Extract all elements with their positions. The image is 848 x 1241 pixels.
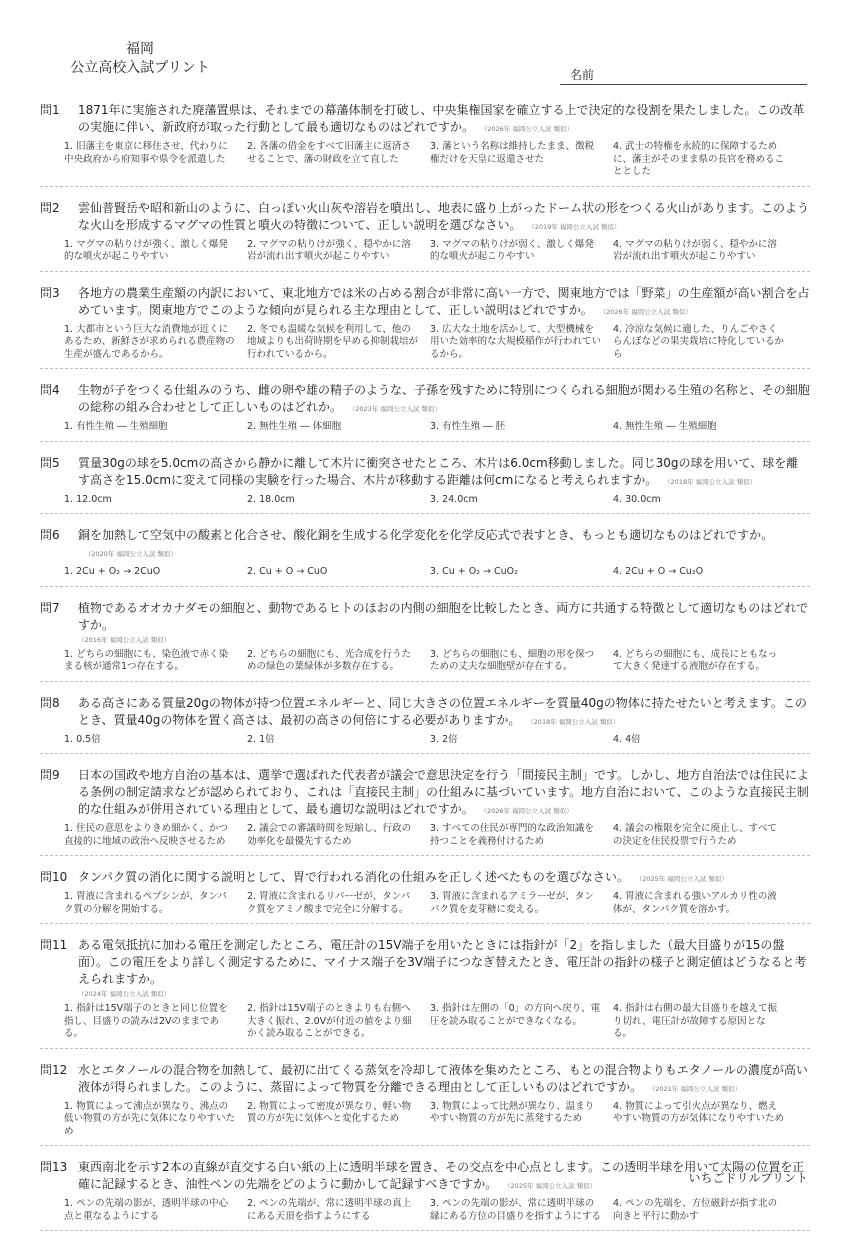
- question-text: 東西南北を示す2本の直線が直交する白い紙の上に透明半球を置き、その交点を中心点とします。この透明半球を用いて太陽の位置を正確に記録するとき、油性ペンの先端をどのように動かして記録すべきですか。: [78, 1160, 805, 1191]
- answer-options: [64, 649, 810, 674]
- question-number: 問7: [40, 600, 60, 615]
- answer-option-3[interactable]: 3. 藩という名称は維持したまま、徴税権だけを天皇に返還させた: [430, 141, 595, 165]
- answer-option-1[interactable]: 1. 12.0cm: [64, 493, 112, 505]
- answer-option-4[interactable]: 4. 2Cu + O → Cu₂O: [613, 566, 704, 577]
- answer-option-1[interactable]: 1. 胃液に含まれるペプシンが、タンパク質の分解を開始する。: [64, 891, 227, 915]
- answer-option-2[interactable]: 2. 1倍: [247, 733, 275, 745]
- question-source: （2018年 福岡公立入試 類似）: [667, 477, 757, 486]
- question-source: （2023年 福岡公立入試 類似）: [352, 405, 441, 413]
- answer-option-1[interactable]: 1. 有性生殖 ― 生殖細胞: [64, 421, 168, 432]
- header-subtitle: 公立高校入試プリント: [70, 60, 210, 76]
- question-source: （2026年 福岡公立入試 類似）: [602, 307, 692, 316]
- question-11: [40, 934, 810, 1049]
- answer-option-3[interactable]: 3. すべての住民が専門的な政治知識を持つことを義務付けるため: [430, 823, 594, 847]
- answer-option-4[interactable]: 4. 4倍: [613, 733, 641, 745]
- answer-option-3[interactable]: 3. ペンの先端の影が、常に透明半球の縁にある方位の目盛りを指すようにする: [430, 1198, 602, 1222]
- answer-option-1[interactable]: 1. 指針は15V端子のときと同じ位置を指し、目盛りの読みは2Vのままである。: [64, 1003, 228, 1039]
- question-list: [40, 99, 810, 1241]
- question-text: 銅を加熱して空気中の酸素と化合させ、酸化銅を生成する化学変化を化学反応式で表すとき、もっとも適切なものはどれですか。: [78, 528, 774, 542]
- question-number: 問5: [40, 455, 60, 470]
- answer-options: [64, 494, 810, 507]
- answer-option-2[interactable]: 2. 無性生殖 ― 体細胞: [247, 421, 342, 432]
- question-text: ある高さにある質量20gの物体が持つ位置エネルギーと、同じ大きさの位置エネルギーを質量40gの物体に持たせたいと考えます。このとき、質量40gの物体を置く高さは、最初の高さの何倍にする必要がありますか。: [78, 695, 807, 727]
- question-number: 問12: [40, 1062, 68, 1077]
- question-number: 問11: [40, 938, 68, 952]
- question-text: 1871年に実施された廃藩置県は、それまでの幕藩体制を打破し、中央集権国家を確立する上で決定的な役割を果たしました。この改革の実施に伴い、新政府が取った行動として最も適切なものはどれですか。: [78, 103, 805, 134]
- answer-option-4[interactable]: 4. 武士の特権を永続的に保障するために、藩主がそのまま県の長官を務めることとした: [613, 141, 785, 177]
- answer-option-3[interactable]: 3. 指針は左側の「0」の方向へ戻り、電圧を読み取ることができなくなる。: [430, 1003, 601, 1027]
- question-text: 植物であるオオカナダモの細胞と、動物であるヒトのほおの内側の細胞を比較したとき、両方に共通する特徴として適切なものはどれですか。: [78, 600, 809, 632]
- answer-option-3[interactable]: 3. 24.0cm: [430, 493, 478, 505]
- question-3: [40, 282, 810, 370]
- answer-option-4[interactable]: 4. どちらの細胞にも、成長にともなって大きく発達する液胞が存在する。: [613, 648, 778, 672]
- answer-option-2[interactable]: 2. 18.0cm: [247, 493, 295, 505]
- answer-option-4[interactable]: 4. 物質によって引火点が異なり、燃えやすい物質の方が気体になりやすいため: [613, 1100, 785, 1124]
- question-number: 問1: [40, 103, 60, 117]
- question-source: （2026年 福岡公立入試 類似）: [484, 125, 573, 133]
- question-4: [40, 379, 810, 442]
- question-7: [40, 597, 810, 682]
- question-text: タンパク質の消化に関する説明として、胃で行われる消化の仕組みを正しく述べたものを選びなさい。: [78, 870, 629, 884]
- question-number: 問10: [40, 870, 68, 884]
- answer-option-1[interactable]: 1. 大都市という巨大な消費地が近くにあるため、新鮮さが求められる農産物の生産が盛んであるから。: [64, 323, 235, 360]
- question-13: [40, 1156, 810, 1231]
- question-source: （2024年 福岡公立入試 類似）: [78, 990, 171, 998]
- answer-options: [64, 324, 810, 362]
- answer-options: [64, 823, 810, 848]
- answer-option-2[interactable]: 2. マグマの粘りけが強く、穏やかに溶岩が流れ出す噴火が起こりやすい: [247, 238, 411, 262]
- question-source: （2020年 福岡公立入試 類似）: [88, 550, 177, 558]
- answer-option-2[interactable]: 2. 物質によって密度が異なり、軽い物質の方が先に気体へと変化するため: [247, 1100, 412, 1124]
- answer-option-3[interactable]: 3. 広大な土地を活かして、大型機械を用いた効率的な大規模稲作が行われているから。: [430, 323, 602, 360]
- name-field[interactable]: [560, 64, 807, 85]
- answer-options: [64, 734, 810, 747]
- question-number: 問9: [40, 768, 60, 782]
- answer-option-1[interactable]: 1. マグマの粘りけが強く、激しく爆発的な噴火が起こりやすい: [64, 238, 228, 262]
- answer-option-4[interactable]: 4. 30.0cm: [613, 493, 661, 505]
- answer-options: [64, 141, 810, 179]
- answer-option-4[interactable]: 4. 無性生殖 ― 生殖細胞: [613, 421, 717, 432]
- header-title: [0, 40, 280, 78]
- question-source: （2026年 福岡公立入試 類似）: [483, 807, 573, 815]
- answer-option-3[interactable]: 3. 物質によって比熱が異なり、温まりやすい物質の方が先に蒸発するため: [430, 1100, 595, 1124]
- question-text: 水とエタノールの混合物を加熱して、最初に出てくる蒸気を冷却して液体を集めたところ、もとの混合物よりもエタノールの濃度が高い液体が得られました。このように、蒸留によって物質を分離できる理由として正しいものはどれですか。: [78, 1062, 808, 1094]
- answer-option-3[interactable]: 3. どちらの細胞にも、細胞の形を保つための丈夫な細胞壁が存在する。: [430, 648, 595, 672]
- question-1: [40, 99, 810, 187]
- answer-option-2[interactable]: 2. 各藩の借金をすべて旧藩主に返済させることで、藩の財政を立て直した: [247, 141, 411, 165]
- answer-options: [64, 1101, 810, 1139]
- answer-option-3[interactable]: 3. 有性生殖 ― 胚: [430, 421, 506, 432]
- answer-options: [64, 239, 810, 264]
- question-number: 問4: [40, 383, 60, 397]
- answer-option-1[interactable]: 1. 住民の意思をよりきめ細かく、かつ直接的に地域の政治へ反映させるため: [64, 823, 228, 847]
- question-number: 問3: [40, 285, 60, 300]
- question-number: 問8: [40, 695, 60, 710]
- answer-option-2[interactable]: 2. ペンの先端が、常に透明半球の真上にある天頂を指すようにする: [247, 1198, 412, 1222]
- footer-brand: いちごドリルプリント: [688, 1171, 808, 1185]
- answer-options: [64, 566, 810, 579]
- question-text: 各地方の農業生産額の内訳において、東北地方では米の占める割合が非常に高い一方で、関東地方では「野菜」の生産額が高い割合を占めています。関東地方でこのような傾向が見られる主な理由として、正しい説明はどれですか。: [78, 285, 810, 317]
- name-label: 名前: [570, 68, 595, 82]
- question-text: 生物が子をつくる仕組みのうち、雌の卵や雄の精子のような、子孫を残すために特別につくられる細胞が関わる生殖の名称と、その細胞の総称の組み合わせとして正しいものはどれか。: [78, 383, 810, 414]
- question-number: 問13: [40, 1160, 68, 1174]
- answer-options: [64, 891, 810, 916]
- answer-option-2[interactable]: 2. 議会での審議時間を短縮し、行政の効率化を最優先するため: [247, 823, 412, 847]
- question-text: 雲仙普賢岳や昭和新山のように、白っぽい火山灰や溶岩を噴出し、地表に盛り上がったドーム状の形をつくる火山があります。このような火山を形成するマグマの性質と噴火の特徴について、正しい説明を選びなさい。: [78, 200, 810, 232]
- question-text: ある電気抵抗に加わる電圧を測定したところ、電圧計の15V端子を用いたときには指針が「2」を指しました（最大目盛りが15の盤面）。この電圧をより詳しく測定するために、マイナス端子を3V端子につなぎ替えたとき、電圧計の指針の様子と測定値はどうなると考えられますか。: [78, 938, 807, 986]
- question-number: 問2: [40, 200, 60, 215]
- answer-option-2[interactable]: 2. 冬でも温暖な気候を利用して、他の地域よりも出荷時期を早める抑制栽培が行われているから。: [247, 323, 419, 360]
- answer-option-2[interactable]: 2. 胃液に含まれるリパーゼが、タンパク質をアミノ酸まで完全に分解する。: [247, 891, 410, 915]
- answer-option-2[interactable]: 2. どちらの細胞にも、光合成を行うための緑色の葉緑体が多数存在する。: [247, 648, 412, 672]
- question-source: （2016年 福岡公立入試 類似）: [78, 635, 171, 644]
- question-10: [40, 866, 810, 924]
- question-8: [40, 692, 810, 755]
- question-6: [40, 524, 810, 587]
- answer-option-4[interactable]: 4. マグマの粘りけが弱く、穏やかに溶岩が流れ出す噴火が起こりやすい: [613, 238, 777, 262]
- question-2: [40, 197, 810, 272]
- question-source: （2021年 福岡公立入試 類似）: [652, 1084, 741, 1093]
- answer-option-4[interactable]: 4. 指針は右側の最大目盛りを越えて振り切れ、電圧計が故障する原因となる。: [613, 1003, 778, 1039]
- answer-option-1[interactable]: 1. 2Cu + O₂ → 2CuO: [64, 566, 161, 577]
- header-prefecture: 福岡: [126, 41, 154, 57]
- answer-options: [64, 1003, 810, 1041]
- answer-option-1[interactable]: 1. 旧藩主を東京に移住させ、代わりに中央政府から府知事や県令を派遣した: [64, 141, 228, 165]
- answer-option-2[interactable]: 2. 指針は15V端子のときよりも右側へ大きく振れ、2.0Vが付近の値をより細かく読み取ることができる。: [247, 1003, 412, 1039]
- question-9: [40, 764, 810, 856]
- question-source: （2025年 福岡公立入試 類似）: [638, 875, 728, 883]
- answer-option-1[interactable]: 1. 物質によって沸点が異なり、沸点の低い物質の方が先に気体になりやすいため: [64, 1100, 236, 1137]
- answer-option-1[interactable]: 1. ペンの先端の影が、透明半球の中心点と重なるようにする: [64, 1198, 229, 1222]
- answer-option-3[interactable]: 3. 2倍: [430, 733, 458, 745]
- question-text: 日本の国政や地方自治の基本は、選挙で選ばれた代表者が議会で意思決定を行う「間接民主制」です。しかし、地方自治法では住民による条例の制定請求などが認められており、これは「直接民主制」の仕組みに基づいています。地方自治において、このような直接民主制的な仕組みが併用されている理由として、最も適切な説明はどれですか。: [78, 768, 810, 816]
- question-number: 問6: [40, 528, 60, 542]
- answer-option-1[interactable]: 1. 0.5倍: [64, 733, 101, 745]
- answer-option-4[interactable]: 4. 議会の権限を完全に廃止し、すべての決定を住民投票で行うため: [613, 823, 777, 847]
- question-source: （2019年 福岡公立入試 類似）: [531, 222, 621, 231]
- answer-option-3[interactable]: 3. マグマの粘りけが弱く、激しく爆発的な噴火が起こりやすい: [430, 238, 594, 262]
- question-12: [40, 1059, 810, 1147]
- question-source: （2018年 福岡公立入試 類似）: [530, 717, 620, 726]
- answer-options: [64, 1198, 810, 1223]
- answer-option-3[interactable]: 3. 胃液に含まれるアミラーゼが、タンパク質を麦芽糖に変える。: [430, 891, 594, 915]
- answer-option-4[interactable]: 4. ペンの先端を、方位磁針が指す北の向きと平行に動かす: [613, 1198, 778, 1222]
- question-5: [40, 452, 810, 515]
- answer-option-3[interactable]: 3. Cu + O₂ → CuO₂: [430, 566, 518, 577]
- answer-option-2[interactable]: 2. Cu + O → CuO: [247, 566, 328, 577]
- question-text: 質量30gの球を5.0cmの高さから静かに離して木片に衝突させたところ、木片は6.0cm移動しました。同じ30gの球を用いて、球を離す高さを15.0cmに変えて同様の実験を行った場合、木片が移動する距離は何cmになると考えられますか。: [78, 455, 799, 487]
- answer-option-4[interactable]: 4. 胃液に含まれる強いアルカリ性の液体が、タンパク質を溶かす。: [613, 891, 777, 915]
- answer-options: [64, 421, 810, 434]
- question-source: （2025年 福岡公立入試 類似）: [507, 1182, 597, 1190]
- answer-option-1[interactable]: 1. どちらの細胞にも、染色液で赤く染まる核が通常1つ存在する。: [64, 648, 229, 672]
- answer-option-4[interactable]: 4. 冷涼な気候に適した、りんごやさくらんぼなどの果実栽培に特化しているから: [613, 323, 785, 360]
